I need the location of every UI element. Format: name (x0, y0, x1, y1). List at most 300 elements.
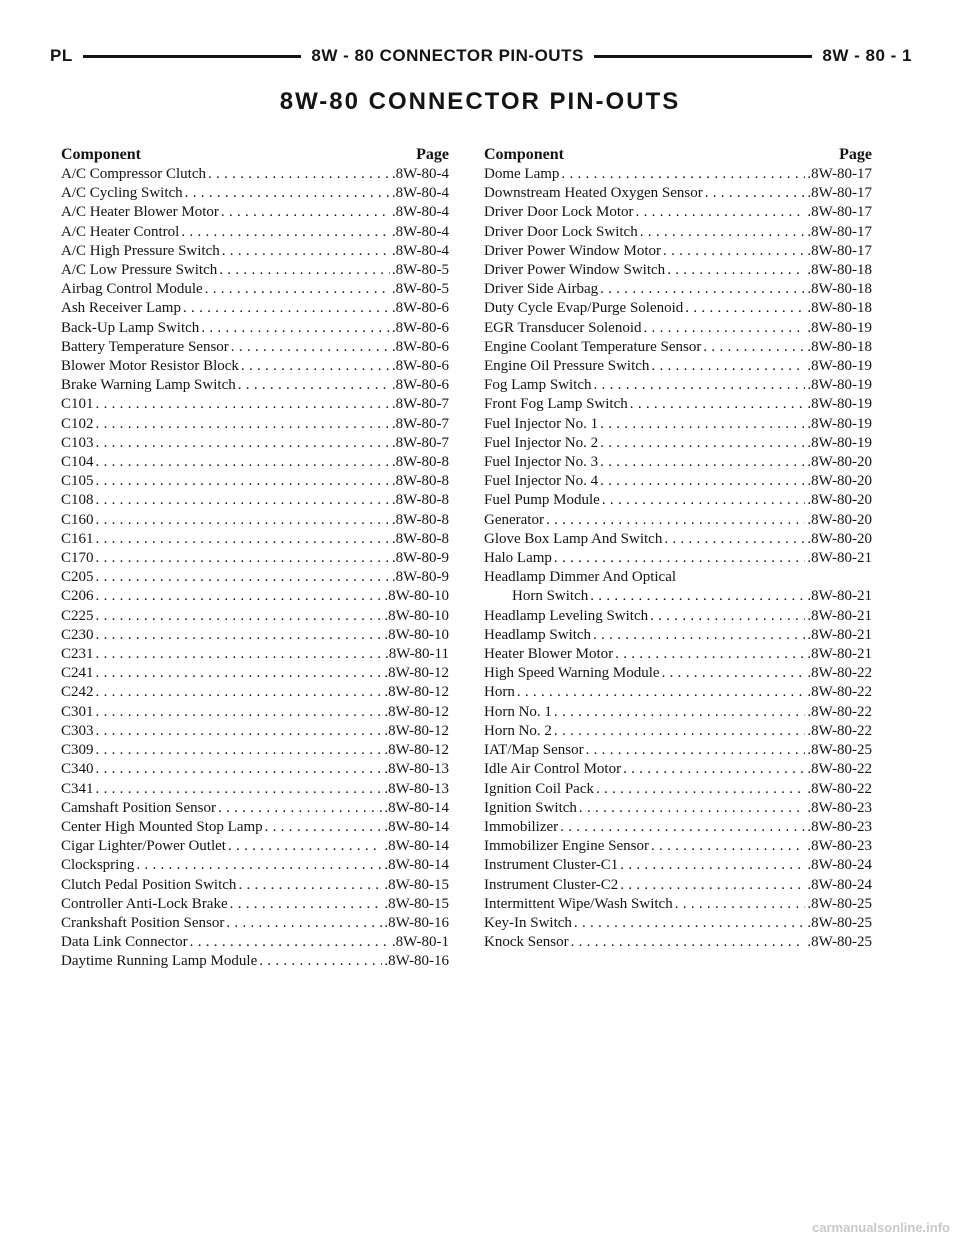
index-entry (61, 607, 449, 626)
entry-component-name: C205 (61, 569, 94, 586)
dot-leader (205, 280, 390, 299)
entry-component-name: Glove Box Lamp And Switch (484, 530, 663, 547)
entry-page-ref: .8W-80-18 (807, 281, 872, 298)
index-entry (61, 223, 449, 242)
dot-leader (600, 280, 805, 299)
dot-leader (546, 511, 805, 530)
entry-component-name: Driver Door Lock Motor (484, 204, 634, 221)
index-entry (484, 760, 872, 779)
index-entry (484, 876, 872, 895)
index-entry (61, 703, 449, 722)
entry-component-name: Generator (484, 511, 544, 528)
entry-component-name: Horn No. 2 (484, 722, 552, 739)
index-entry (61, 683, 449, 702)
dot-leader (96, 472, 390, 491)
index-entry (61, 780, 449, 799)
index-entry (484, 280, 872, 299)
entry-page-ref: .8W-80-25 (807, 934, 872, 951)
entry-component-name: Blower Motor Resistor Block (61, 358, 239, 375)
index-entry (484, 645, 872, 664)
dot-leader (201, 319, 390, 338)
entry-component-name: Instrument Cluster-C2 (484, 876, 619, 893)
dot-leader (594, 376, 806, 395)
page-title: 8W-80 CONNECTOR PIN-OUTS (279, 88, 681, 115)
entry-component-name: C230 (61, 626, 94, 643)
entry-page-ref: .8W-80-8 (391, 511, 449, 528)
index-entry (61, 568, 449, 587)
index-entry (484, 415, 872, 434)
dot-leader (554, 549, 806, 568)
dot-leader (640, 223, 806, 242)
dot-leader (554, 722, 806, 741)
index-entry (484, 895, 872, 914)
dot-leader (185, 184, 390, 203)
entry-component-name: C160 (61, 511, 94, 528)
entry-component-name: Driver Power Window Switch (484, 262, 666, 279)
entry-page-ref: .8W-80-25 (807, 742, 872, 759)
entry-component-name: Daytime Running Lamp Module (61, 953, 258, 970)
index-entry (484, 203, 872, 222)
entry-component-name: Duty Cycle Evap/Purge Solenoid (484, 300, 684, 317)
entry-page-ref: .8W-80-19 (807, 319, 872, 336)
index-entry (61, 876, 449, 895)
entry-component-name: Downstream Heated Oxygen Sensor (484, 185, 703, 202)
entry-component-name: Headlamp Dimmer And Optical (484, 569, 677, 586)
index-entry (61, 472, 449, 491)
dot-leader (96, 530, 390, 549)
entry-component-name: Fuel Injector No. 4 (484, 473, 599, 490)
entry-page-ref: .8W-80-24 (807, 876, 872, 893)
entry-component-name: Engine Oil Pressure Switch (484, 358, 650, 375)
entry-component-name: Center High Mounted Stop Lamp (61, 818, 263, 835)
entry-component-name: Fuel Injector No. 3 (484, 454, 599, 471)
dot-leader (663, 242, 805, 261)
entry-component-name: A/C Cycling Switch (61, 185, 183, 202)
entry-page-ref: .8W-80-19 (807, 377, 872, 394)
entry-component-name: C108 (61, 492, 94, 509)
entry-page-ref: .8W-80-18 (807, 262, 872, 279)
entry-page-ref: .8W-80-4 (391, 166, 449, 182)
entry-component-name: Knock Sensor (484, 934, 569, 951)
dot-leader (574, 914, 806, 933)
index-entry (61, 261, 449, 280)
entry-component-name: Clockspring (61, 857, 135, 874)
dot-leader (651, 357, 805, 376)
index-entry (61, 165, 449, 184)
dot-leader (96, 434, 390, 453)
entry-component-name: Driver Power Window Motor (484, 242, 662, 259)
dot-leader (96, 760, 383, 779)
index-entry (484, 376, 872, 395)
entry-list-right (484, 165, 872, 952)
index-entry (61, 511, 449, 530)
entry-page-ref: .8W-80-5 (391, 281, 449, 298)
dot-leader (231, 338, 390, 357)
entry-page-ref: .8W-80-6 (391, 338, 449, 355)
dot-leader (183, 299, 390, 318)
index-entry (484, 453, 872, 472)
entry-component-name: Ignition Switch (484, 799, 577, 816)
entry-component-name: C161 (61, 530, 94, 547)
index-entry (484, 799, 872, 818)
entry-page-ref: .8W-80-19 (807, 434, 872, 451)
entry-component-name: A/C Low Pressure Switch (61, 262, 218, 279)
index-entry (61, 357, 449, 376)
entry-page-ref: .8W-80-8 (391, 454, 449, 471)
entry-page-ref: .8W-80-17 (807, 185, 872, 202)
dot-leader (221, 203, 390, 222)
entry-component-name: Driver Side Airbag (484, 281, 599, 298)
entry-component-name: Camshaft Position Sensor (61, 799, 217, 816)
index-entry (484, 261, 872, 280)
entry-component-name: Brake Warning Lamp Switch (61, 377, 236, 394)
entry-page-ref: .8W-80-6 (391, 319, 449, 336)
index-entry (61, 395, 449, 414)
page-heading: Page (839, 146, 872, 163)
index-entry (484, 626, 872, 645)
entry-component-name: Intermittent Wipe/Wash Switch (484, 895, 673, 912)
dot-leader (241, 357, 390, 376)
dot-leader (265, 818, 383, 837)
entry-component-name: Headlamp Leveling Switch (484, 607, 649, 624)
entry-page-ref: .8W-80-10 (384, 626, 449, 643)
index-entry (484, 511, 872, 530)
entry-component-name: Back-Up Lamp Switch (61, 319, 200, 336)
entry-page-ref: .8W-80-14 (384, 818, 449, 835)
index-entry (61, 952, 449, 971)
entry-component-name: C231 (61, 646, 94, 663)
entry-page-ref: .8W-80-6 (391, 358, 449, 375)
entry-page-ref: .8W-80-21 (807, 607, 872, 624)
entry-component-name: Headlamp Switch (484, 626, 592, 643)
dot-leader (96, 664, 383, 683)
dot-leader (96, 568, 390, 587)
dot-leader (259, 952, 382, 971)
entry-page-ref: .8W-80-9 (391, 569, 449, 586)
dot-leader (596, 780, 805, 799)
index-entry (61, 319, 449, 338)
index-entry (61, 491, 449, 510)
dot-leader (620, 876, 805, 895)
entry-page-ref: .8W-80-23 (807, 838, 872, 855)
index-entry (484, 741, 872, 760)
header-section-title: 8W - 80 CONNECTOR PIN-OUTS (311, 46, 584, 65)
entry-page-ref: .8W-80-23 (807, 818, 872, 835)
index-entry (484, 549, 872, 568)
entry-page-ref: .8W-80-4 (391, 242, 449, 259)
entry-component-name: Idle Air Control Motor (484, 761, 622, 778)
dot-leader (96, 626, 383, 645)
dot-leader (602, 491, 806, 510)
dot-leader (96, 645, 383, 664)
index-entry (484, 780, 872, 799)
entry-page-ref: .8W-80-12 (384, 722, 449, 739)
index-entry (484, 914, 872, 933)
dot-leader (96, 741, 383, 760)
index-column-right (484, 144, 872, 952)
index-entry (484, 184, 872, 203)
entry-page-ref: .8W-80-9 (391, 550, 449, 567)
index-entry (484, 472, 872, 491)
entry-page-ref: .8W-80-1 (391, 934, 449, 951)
index-entry (61, 895, 449, 914)
entry-page-ref: .8W-80-20 (807, 530, 872, 547)
header-rule-right (594, 55, 813, 58)
entry-page-ref: .8W-80-17 (807, 242, 872, 259)
entry-page-ref: .8W-80-22 (807, 665, 872, 682)
page-heading: Page (416, 146, 449, 163)
entry-page-ref: .8W-80-10 (384, 588, 449, 605)
entry-page-ref: .8W-80-19 (807, 358, 872, 375)
dot-leader (218, 799, 382, 818)
entry-page-ref: .8W-80-21 (807, 626, 872, 643)
entry-page-ref: .8W-80-8 (391, 530, 449, 547)
component-heading: Component (61, 146, 142, 163)
entry-component-name: C101 (61, 396, 94, 413)
entry-component-name: C225 (61, 607, 94, 624)
index-entry (484, 223, 872, 242)
entry-page-ref: .8W-80-20 (807, 473, 872, 490)
index-entry (484, 607, 872, 626)
entry-component-name: Horn (484, 684, 515, 701)
index-entry (484, 568, 872, 587)
index-entry (61, 242, 449, 261)
entry-page-ref: .8W-80-12 (384, 742, 449, 759)
entry-component-name: Immobilizer Engine Sensor (484, 838, 649, 855)
column-header-right (484, 144, 872, 165)
entry-page-ref: .8W-80-4 (391, 204, 449, 221)
index-entry (484, 530, 872, 549)
entry-component-name: Ignition Coil Pack (484, 780, 594, 797)
index-entry (484, 683, 872, 702)
index-entry (61, 549, 449, 568)
dot-leader (662, 664, 806, 683)
entry-component-name: Fuel Pump Module (484, 492, 600, 509)
index-entry (61, 203, 449, 222)
entry-page-ref: .8W-80-17 (807, 166, 872, 182)
dot-leader (96, 722, 383, 741)
entry-page-ref: .8W-80-7 (391, 434, 449, 451)
dot-leader (96, 415, 390, 434)
dot-leader (219, 261, 390, 280)
dot-leader (230, 895, 383, 914)
dot-leader (623, 760, 805, 779)
index-entry (484, 837, 872, 856)
entry-list-left (61, 165, 449, 972)
entry-component-name: C242 (61, 684, 94, 701)
entry-component-name: Horn Switch (512, 588, 589, 605)
entry-component-name: C340 (61, 761, 94, 778)
index-entry (484, 299, 872, 318)
entry-component-name: C206 (61, 588, 94, 605)
entry-page-ref: .8W-80-8 (391, 492, 449, 509)
entry-component-name: Instrument Cluster-C1 (484, 857, 619, 874)
index-entry (61, 760, 449, 779)
index-entry (61, 434, 449, 453)
dot-leader (685, 299, 805, 318)
entry-page-ref: .8W-80-15 (384, 895, 449, 912)
index-entry (61, 184, 449, 203)
dot-leader (703, 338, 805, 357)
index-entry (61, 741, 449, 760)
dot-leader (571, 933, 806, 952)
entry-page-ref: .8W-80-14 (384, 857, 449, 874)
entry-component-name: Airbag Control Module (61, 281, 203, 298)
index-entry (484, 491, 872, 510)
column-header-left (61, 144, 449, 165)
entry-page-ref: .8W-80-22 (807, 684, 872, 701)
entry-page-ref: .8W-80-21 (807, 646, 872, 663)
entry-page-ref: .8W-80-22 (807, 703, 872, 720)
entry-page-ref: .8W-80-13 (384, 761, 449, 778)
entry-page-ref: .8W-80-16 (384, 953, 449, 970)
dot-leader (96, 453, 390, 472)
entry-component-name: Controller Anti-Lock Brake (61, 895, 228, 912)
entry-page-ref: .8W-80-20 (807, 511, 872, 528)
entry-component-name: Cigar Lighter/Power Outlet (61, 838, 226, 855)
index-entry (61, 338, 449, 357)
entry-page-ref: .8W-80-12 (384, 665, 449, 682)
dot-leader (630, 395, 806, 414)
index-entry (61, 299, 449, 318)
dot-leader (667, 261, 805, 280)
entry-component-name: Dome Lamp (484, 166, 560, 182)
index-entry (61, 587, 449, 606)
dot-leader (675, 895, 806, 914)
dot-leader (579, 799, 806, 818)
entry-component-name: Fog Lamp Switch (484, 377, 592, 394)
index-entry (484, 664, 872, 683)
index-entry (484, 856, 872, 875)
dot-leader (636, 203, 806, 222)
entry-page-ref: .8W-80-8 (391, 473, 449, 490)
entry-component-name: Fuel Injector No. 2 (484, 434, 599, 451)
entry-page-ref: .8W-80-5 (391, 262, 449, 279)
dot-leader (96, 549, 390, 568)
index-entry (484, 818, 872, 837)
entry-page-ref: .8W-80-7 (391, 396, 449, 413)
entry-page-ref: .8W-80-22 (807, 722, 872, 739)
index-entry (61, 914, 449, 933)
dot-leader (208, 165, 390, 184)
watermark: carmanualsonline.info (812, 1220, 950, 1235)
entry-page-ref: .8W-80-17 (807, 204, 872, 221)
dot-leader (238, 376, 390, 395)
index-entry (484, 319, 872, 338)
entry-component-name: IAT/Map Sensor (484, 742, 584, 759)
component-heading: Component (484, 146, 565, 163)
dot-leader (228, 837, 382, 856)
entry-component-name: C104 (61, 454, 94, 471)
index-entry (61, 722, 449, 741)
entry-page-ref: .8W-80-10 (384, 607, 449, 624)
dot-leader (705, 184, 806, 203)
entry-component-name: Immobilizer (484, 818, 559, 835)
index-entry (61, 837, 449, 856)
index-entry (61, 933, 449, 952)
dot-leader (96, 395, 390, 414)
index-entry (484, 703, 872, 722)
dot-leader (96, 607, 383, 626)
running-header (48, 40, 912, 72)
index-entry (484, 357, 872, 376)
dot-leader (181, 223, 390, 242)
entry-component-name: Driver Door Lock Switch (484, 223, 638, 240)
entry-component-name: Key-In Switch (484, 914, 572, 931)
index-entry (484, 395, 872, 414)
dot-leader (238, 876, 382, 895)
dot-leader (593, 626, 805, 645)
dot-leader (600, 472, 805, 491)
index-entry (61, 376, 449, 395)
index-entry (484, 165, 872, 184)
index-entry (61, 280, 449, 299)
header-section-code: PL (50, 46, 73, 65)
index-entry (61, 818, 449, 837)
entry-page-ref: .8W-80-22 (807, 761, 872, 778)
entry-page-ref: .8W-80-6 (391, 377, 449, 394)
entry-page-ref: .8W-80-18 (807, 338, 872, 355)
entry-component-name: C170 (61, 550, 94, 567)
dot-leader (650, 607, 805, 626)
entry-page-ref: .8W-80-25 (807, 895, 872, 912)
dot-leader (620, 856, 805, 875)
entry-page-ref: .8W-80-20 (807, 454, 872, 471)
index-entry (61, 530, 449, 549)
dot-leader (600, 415, 805, 434)
entry-component-name: C309 (61, 742, 94, 759)
dot-leader (600, 453, 805, 472)
entry-page-ref: .8W-80-14 (384, 838, 449, 855)
entry-component-name: A/C High Pressure Switch (61, 242, 220, 259)
dot-leader (615, 645, 805, 664)
entry-page-ref: .8W-80-19 (807, 396, 872, 413)
entry-page-ref: .8W-80-22 (807, 780, 872, 797)
dot-leader (190, 933, 390, 952)
entry-page-ref: .8W-80-14 (384, 799, 449, 816)
entry-component-name: Battery Temperature Sensor (61, 338, 229, 355)
entry-component-name: Fuel Injector No. 1 (484, 415, 599, 432)
dot-leader (136, 856, 382, 875)
entry-component-name: C341 (61, 780, 94, 797)
index-entry (484, 242, 872, 261)
entry-page-ref: .8W-80-12 (384, 684, 449, 701)
dot-leader (96, 780, 383, 799)
dot-leader (96, 511, 390, 530)
index-entry (484, 722, 872, 741)
index-entry (484, 933, 872, 952)
entry-component-name: Horn No. 1 (484, 703, 552, 720)
entry-component-name: Engine Coolant Temperature Sensor (484, 338, 702, 355)
index-entry (61, 626, 449, 645)
dot-leader (222, 242, 390, 261)
entry-page-ref: .8W-80-20 (807, 492, 872, 509)
index-entry (61, 453, 449, 472)
dot-leader (96, 587, 383, 606)
entry-page-ref: .8W-80-15 (384, 876, 449, 893)
header-rule-left (83, 55, 302, 58)
dot-leader (96, 703, 383, 722)
entry-page-ref: .8W-80-4 (391, 185, 449, 202)
entry-component-name: Clutch Pedal Position Switch (61, 876, 237, 893)
index-entry (61, 799, 449, 818)
entry-page-ref: .8W-80-6 (391, 300, 449, 317)
dot-leader (586, 741, 806, 760)
entry-component-name: A/C Heater Control (61, 223, 180, 240)
entry-component-name: Data Link Connector (61, 934, 188, 951)
dot-leader (96, 683, 383, 702)
entry-component-name: EGR Transducer Solenoid (484, 319, 642, 336)
